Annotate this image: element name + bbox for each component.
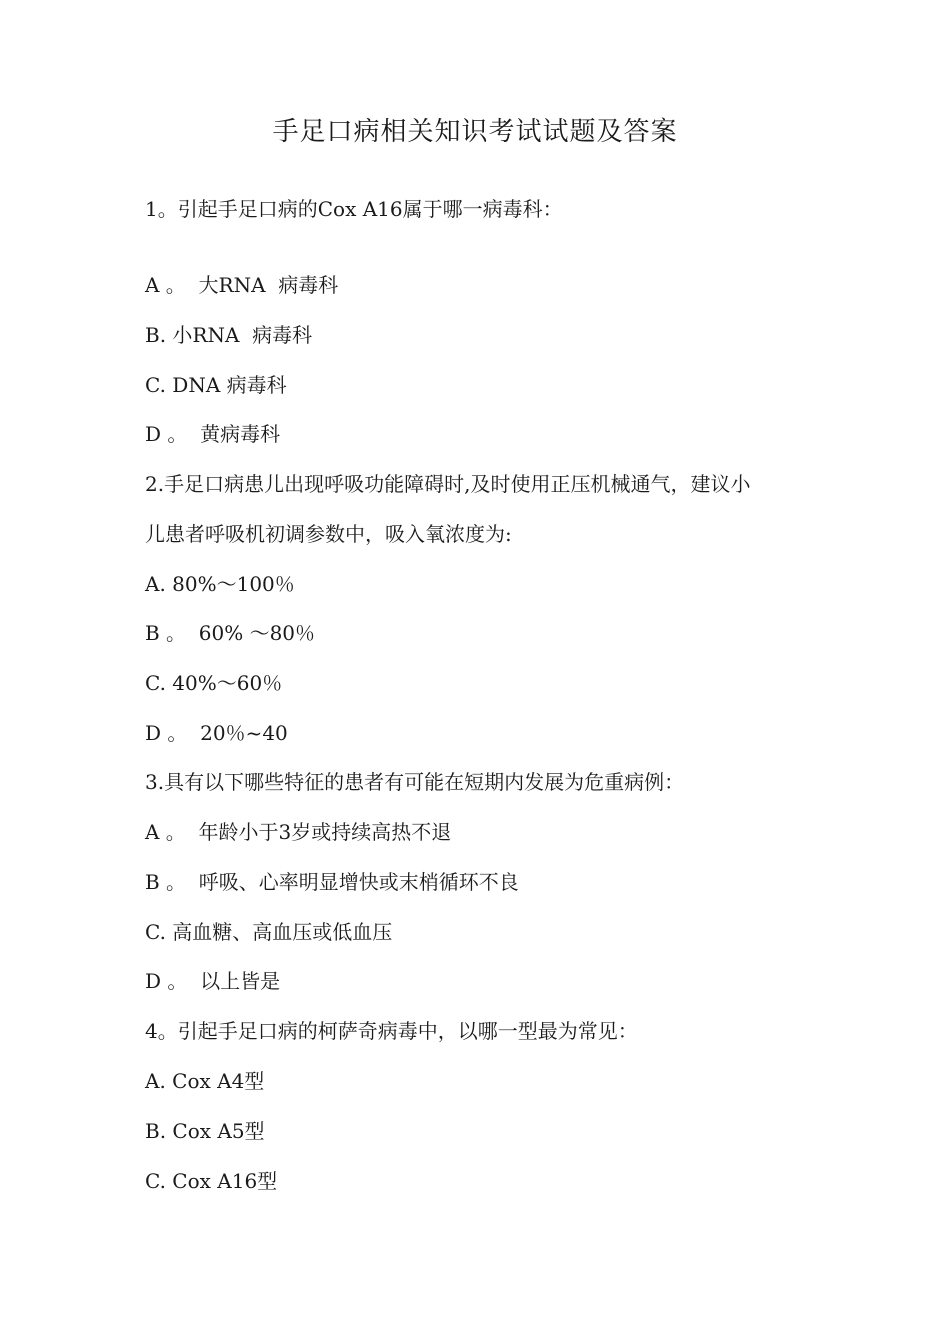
question-4-option-b: B. Cox A5型: [145, 1119, 265, 1143]
question-1-option-a: A 。 大RNA 病毒科: [145, 273, 339, 297]
question-4-stem: 4。引起手足口病的柯萨奇病毒中，以哪一型最为常见：: [145, 1019, 638, 1043]
question-4-option-a: A. Cox A4型: [145, 1069, 265, 1093]
question-2-option-b: B 。 60% ～80％: [145, 621, 316, 645]
question-2-stem-line-2: 儿患者呼吸机初调参数中，吸入氧浓度为:: [145, 522, 512, 546]
question-3-option-d: D 。 以上皆是: [145, 969, 281, 993]
question-2-option-a: A. 80%～100％: [145, 572, 295, 596]
question-2-option-c: C. 40%～60％: [145, 671, 283, 695]
question-1-option-d: D 。 黄病毒科: [145, 422, 281, 446]
question-3-option-a: A 。 年龄小于3岁或持续高热不退: [145, 820, 452, 844]
question-1-option-b: B. 小RNA 病毒科: [145, 323, 313, 347]
question-3-stem: 3.具有以下哪些特征的患者有可能在短期内发展为危重病例：: [145, 770, 685, 794]
question-1-stem: 1。引起手足口病的Cox A16属于哪一病毒科：: [145, 197, 563, 221]
question-4-option-c: C. Cox A16型: [145, 1169, 278, 1193]
question-2-option-d: D 。 20％~40: [145, 721, 288, 745]
question-1-option-c: C. DNA 病毒科: [145, 373, 287, 397]
question-2-stem-line-1: 2.手足口病患儿出现呼吸功能障碍时,及时使用正压机械通气，建议小: [145, 472, 751, 496]
question-3-option-b: B 。 呼吸、心率明显增快或末梢循环不良: [145, 870, 519, 894]
question-3-option-c: C. 高血糖、高血压或低血压: [145, 920, 393, 944]
document-title: 手足口病相关知识考试试题及答案: [272, 117, 678, 147]
